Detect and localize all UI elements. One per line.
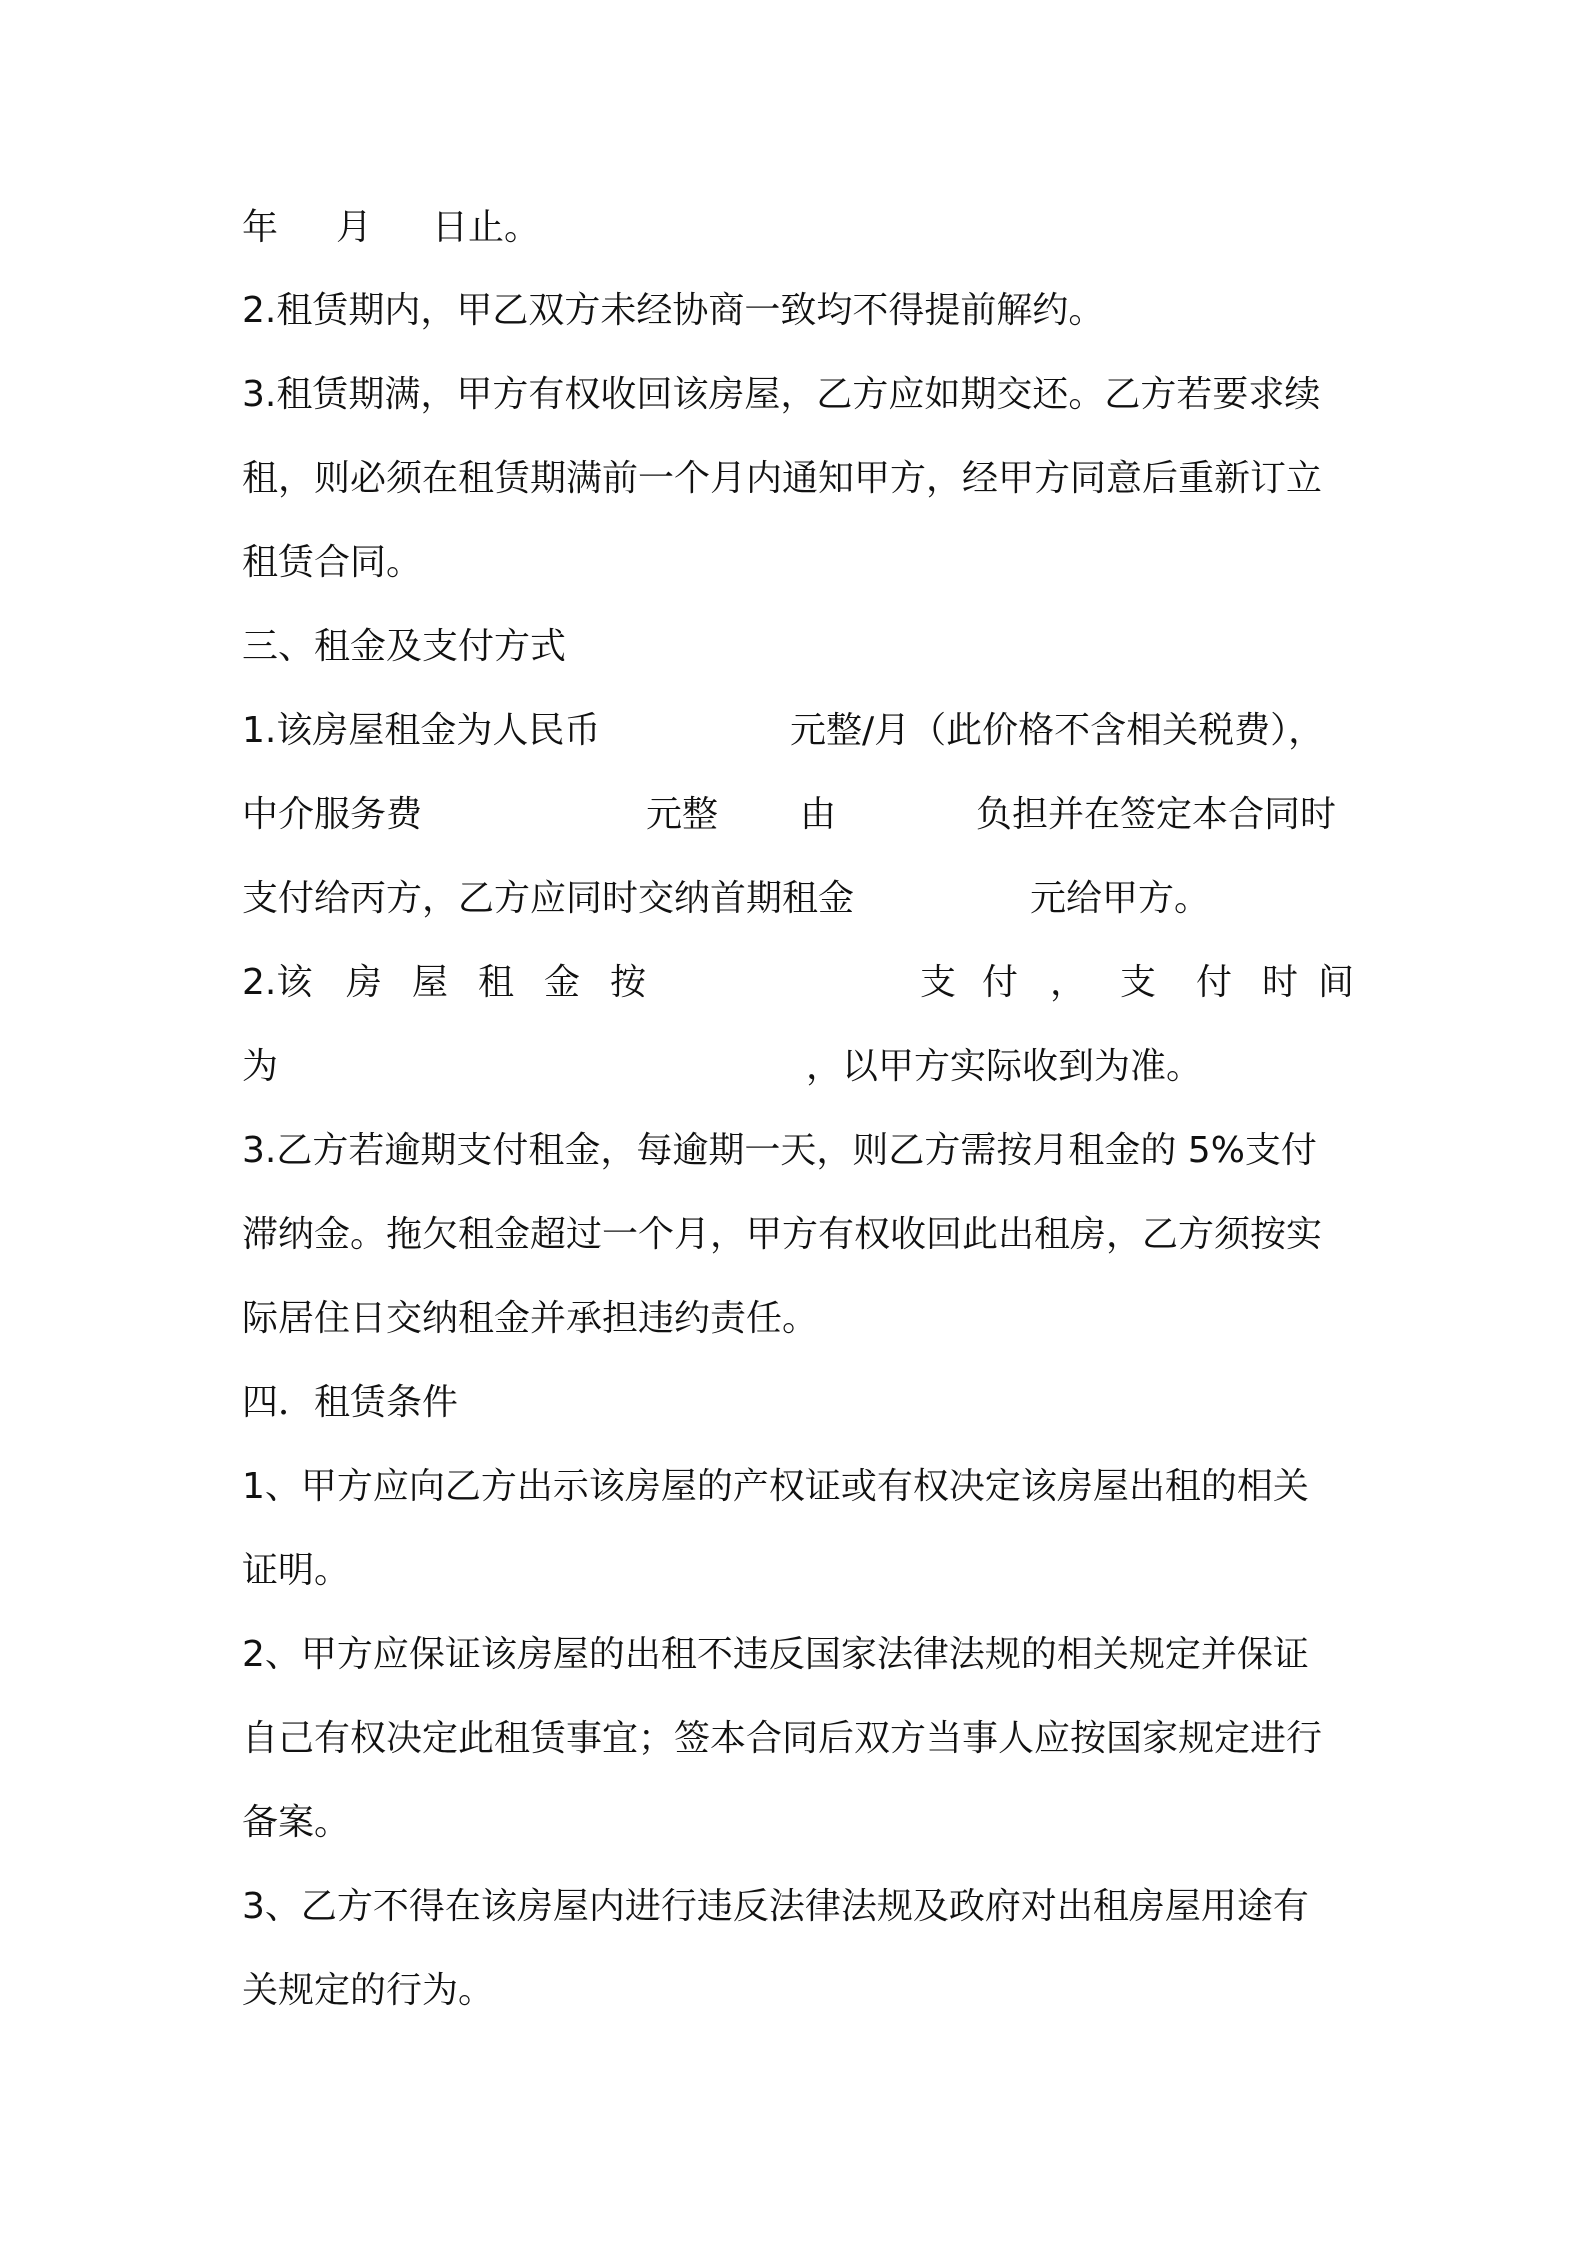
text-segment: 为 (242, 1046, 279, 1087)
text-line (242, 449, 1354, 509)
text-segment: 月 (336, 207, 373, 248)
text-line (242, 1541, 1354, 1601)
text-segment: 2、甲方应保证该房屋的出租不违反国家法律法规的相关规定并保证 (242, 1634, 1309, 1675)
text-line (242, 281, 1354, 341)
text-segment: 关规定的行为。 (242, 1970, 495, 2011)
text-segment: 屋 (412, 962, 449, 1003)
text-segment: 支付给丙方，乙方应同时交纳首期租金 (242, 878, 855, 919)
text-line (242, 1289, 1354, 1349)
text-segment: 证明。 (242, 1550, 351, 1591)
text-segment: 付 (1196, 962, 1233, 1003)
text-line (242, 1205, 1354, 1265)
section-heading (242, 617, 1354, 677)
text-segment: 年 (242, 207, 279, 248)
text-line (242, 953, 1354, 1013)
text-segment: ， (1050, 962, 1087, 1003)
text-segment: 租，则必须在租赁期满前一个月内通知甲方，经甲方同意后重新订立 (242, 458, 1323, 499)
text-segment: 3、乙方不得在该房屋内进行违反法律法规及政府对出租房屋用途有 (242, 1886, 1309, 1927)
text-line (242, 869, 1354, 929)
text-segment: 元整 (646, 794, 719, 835)
text-segment: 由 (800, 794, 837, 835)
text-segment: 支 (920, 962, 957, 1003)
text-segment: 支 (1120, 962, 1157, 1003)
text-line (242, 1121, 1354, 1181)
text-line (242, 1877, 1354, 1937)
text-segment: 中介服务费 (242, 794, 423, 835)
text-segment: 金 (544, 962, 581, 1003)
text-segment: 时 (1262, 962, 1299, 1003)
text-segment: 自己有权决定此租赁事宜；签本合同后双方当事人应按国家规定进行 (242, 1718, 1323, 1759)
text-segment: 际居住日交纳租金并承担违约责任。 (242, 1298, 819, 1339)
text-segment: 租 (478, 962, 515, 1003)
text-line (242, 1961, 1354, 2021)
text-line (242, 1793, 1354, 1853)
text-line (242, 701, 1354, 761)
text-segment: 2.租赁期内，甲乙双方未经协商一致均不得提前解约。 (242, 290, 1105, 331)
text-line (242, 1457, 1354, 1517)
text-segment: 三、租金及支付方式 (242, 626, 567, 667)
text-segment: 滞纳金。拖欠租金超过一个月，甲方有权收回此出租房，乙方须按实 (242, 1214, 1323, 1255)
text-segment: 付 (982, 962, 1019, 1003)
text-segment: 间 (1318, 962, 1355, 1003)
text-segment: 1、甲方应向乙方出示该房屋的产权证或有权决定该房屋出租的相关 (242, 1466, 1309, 1507)
text-segment: 3.租赁期满，甲方有权收回该房屋，乙方应如期交还。乙方若要求续 (242, 374, 1321, 415)
text-line (242, 365, 1354, 425)
text-line (242, 1709, 1354, 1769)
text-segment: 租赁合同。 (242, 542, 423, 583)
text-line (242, 1625, 1354, 1685)
text-segment: 房 (346, 962, 383, 1003)
text-segment: 3.乙方若逾期支付租金，每逾期一天，则乙方需按月租金的 5%支付 (242, 1130, 1317, 1171)
text-segment: 日止。 (432, 207, 541, 248)
text-segment: 四．租赁条件 (242, 1382, 459, 1423)
text-line (242, 198, 1354, 258)
text-segment: 1.该房屋租金为人民币 (242, 710, 601, 751)
text-segment: 按 (610, 962, 647, 1003)
text-segment: 负担并在签定本合同时 (976, 794, 1337, 835)
section-heading (242, 1373, 1354, 1433)
text-segment: 元给甲方。 (1030, 878, 1211, 919)
text-line (242, 785, 1354, 845)
text-segment: 2.该 (242, 962, 313, 1003)
text-line (242, 1037, 1354, 1097)
text-line (242, 533, 1354, 593)
text-segment: 备案。 (242, 1802, 351, 1843)
text-segment: ，以甲方实际收到为准。 (806, 1046, 1203, 1087)
text-segment: 元整/月（此价格不含相关税费）， (790, 710, 1325, 751)
